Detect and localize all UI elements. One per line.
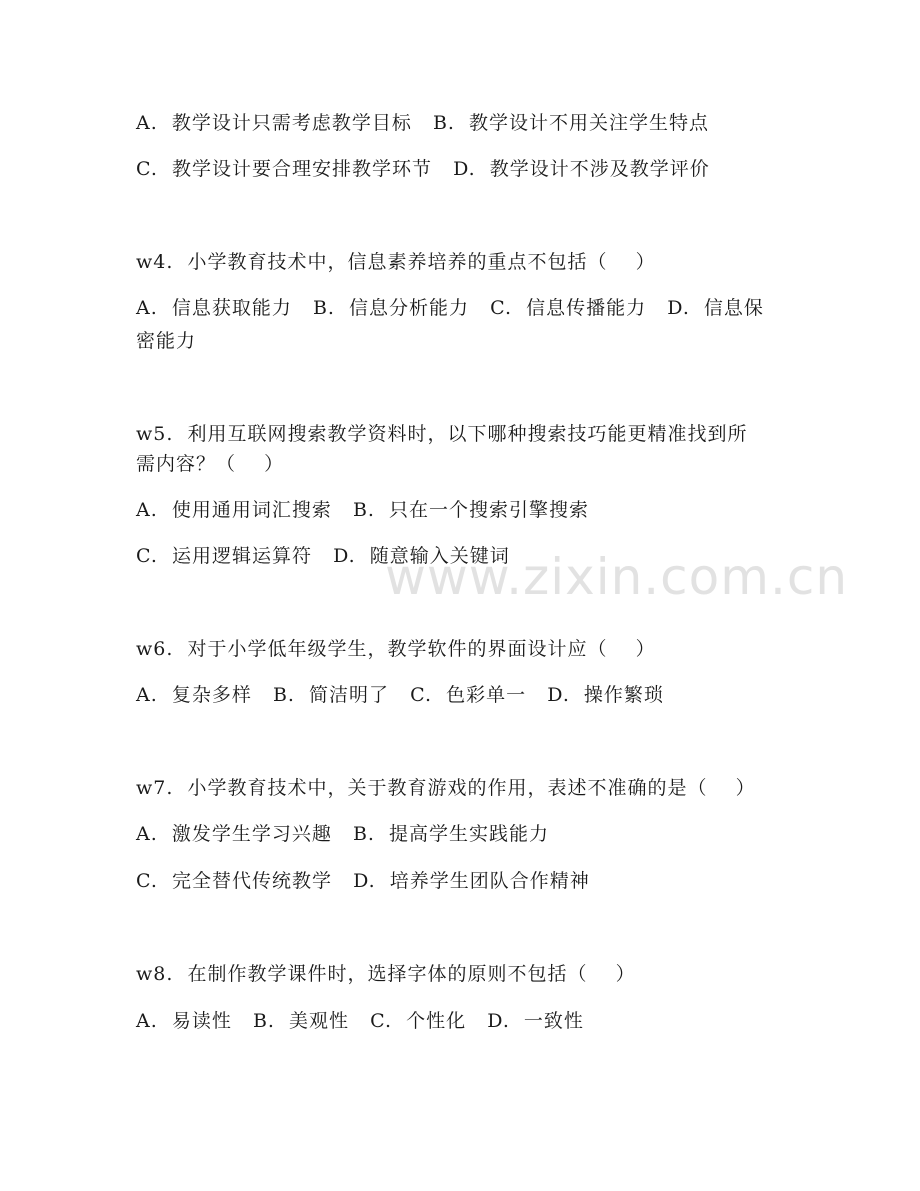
- q7-options-cd: C. 完全替代传统教学 D. 培养学生团队合作精神: [136, 870, 590, 892]
- q8-options: A. 易读性 B. 美观性 C. 个性化 D. 一致性: [136, 1010, 584, 1032]
- q4-stem: w4. 小学教育技术中，信息素养培养的重点不包括（ ）: [136, 251, 656, 273]
- q6-stem: w6. 对于小学低年级学生，教学软件的界面设计应（ ）: [136, 638, 656, 660]
- q7-stem: w7. 小学教育技术中，关于教育游戏的作用，表述不准确的是（ ）: [136, 777, 756, 799]
- q3-options-cd: C. 教学设计要合理安排教学环节 D. 教学设计不涉及教学评价: [136, 158, 710, 180]
- q5-stem-cont: 需内容？（ ）: [136, 453, 285, 475]
- q6-options: A. 复杂多样 B. 简洁明了 C. 色彩单一 D. 操作繁琐: [136, 684, 664, 706]
- q5-stem: w5. 利用互联网搜索教学资料时，以下哪种搜索技巧能更精准找到所: [136, 423, 748, 445]
- q8-stem: w8. 在制作教学课件时，选择字体的原则不包括（ ）: [136, 963, 636, 985]
- q5-options-cd: C. 运用逻辑运算符 D. 随意输入关键词: [136, 545, 510, 567]
- q4-options-cont: 密能力: [136, 330, 197, 352]
- q5-options-ab: A. 使用通用词汇搜索 B. 只在一个搜索引擎搜索: [136, 499, 590, 521]
- q3-options-ab: A. 教学设计只需考虑教学目标 B. 教学设计不用关注学生特点: [136, 112, 710, 134]
- q4-options: A. 信息获取能力 B. 信息分析能力 C. 信息传播能力 D. 信息保: [136, 297, 764, 319]
- q7-options-ab: A. 激发学生学习兴趣 B. 提高学生实践能力: [136, 823, 550, 845]
- watermark: www.zixin.com.cn: [385, 548, 849, 606]
